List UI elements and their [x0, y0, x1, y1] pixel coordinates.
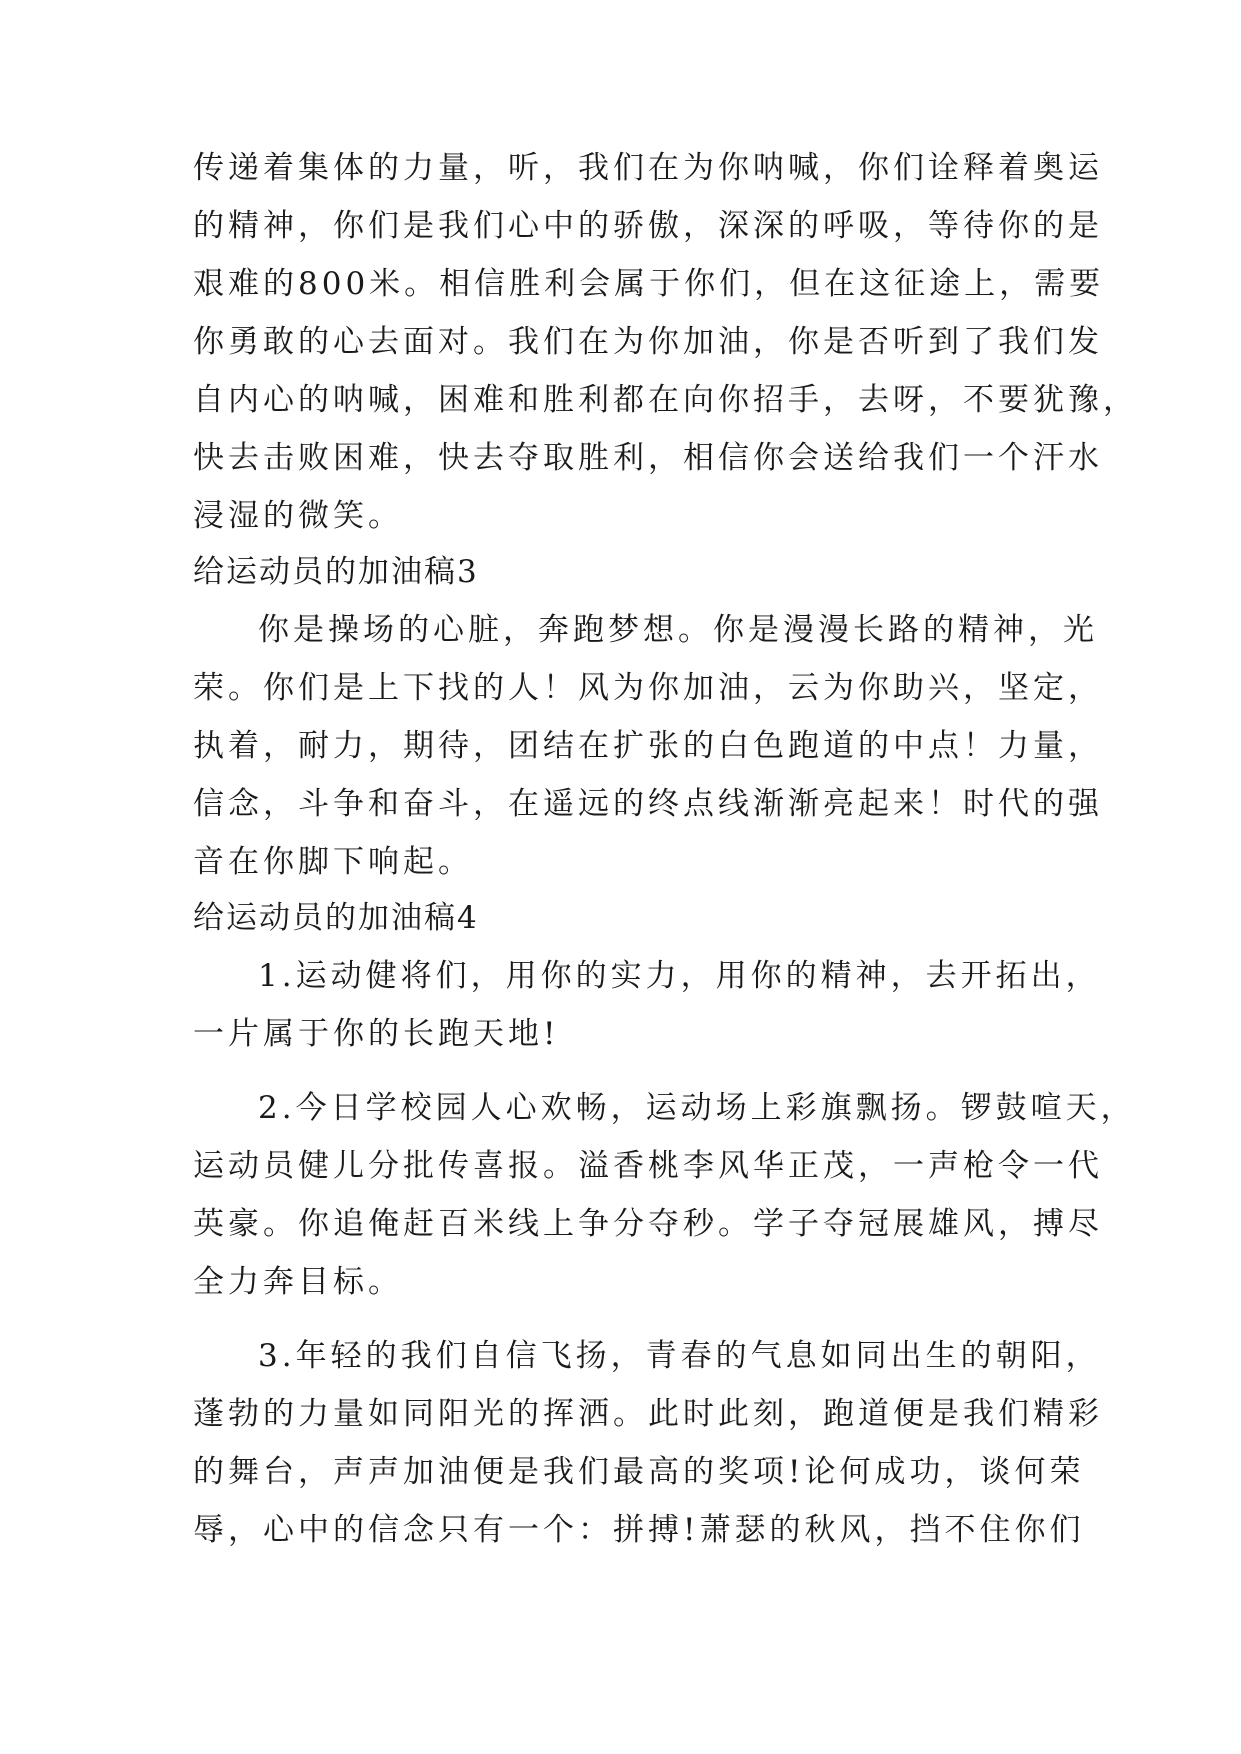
list-item-line: 的舞台，声声加油便是我们最高的奖项!论何成功，谈何荣	[193, 1454, 1085, 1490]
paragraph-line: 传递着集体的力量，听，我们在为你呐喊，你们诠释着奥运	[193, 150, 1103, 186]
list-item-line: 英豪。你追俺赶百米线上争分夺秒。学子夺冠展雄风，搏尽	[193, 1206, 1103, 1242]
paragraph-line: 快去击败困难，快去夺取胜利，相信你会送给我们一个汗水	[193, 440, 1103, 476]
list-item-line: 2.今日学校园人心欢畅，运动场上彩旗飘扬。锣鼓喧天，	[258, 1090, 1136, 1126]
list-item-line: 蓬勃的力量如同阳光的挥洒。此时此刻，跑道便是我们精彩	[193, 1396, 1103, 1432]
list-item-line: 辱，心中的信念只有一个：拼搏!萧瑟的秋风，挡不住你们	[193, 1512, 1085, 1548]
paragraph-line: 音在你脚下响起。	[193, 844, 473, 880]
paragraph-line: 荣。你们是上下找的人！风为你加油，云为你助兴，坚定，	[193, 670, 1103, 706]
paragraph-line: 你是操场的心脏，奔跑梦想。你是漫漫长路的精神，光	[258, 612, 1098, 648]
paragraph-line: 执着，耐力，期待，团结在扩张的白色跑道的中点！力量，	[193, 728, 1103, 764]
list-item-line: 一片属于你的长跑天地!	[193, 1016, 560, 1052]
paragraph-line: 自内心的呐喊，困难和胜利都在向你招手，去呀，不要犹豫，	[193, 382, 1138, 418]
paragraph-line: 的精神，你们是我们心中的骄傲，深深的呼吸，等待你的是	[193, 208, 1103, 244]
list-item-line: 3.年轻的我们自信飞扬，青春的气息如同出生的朝阳，	[258, 1338, 1101, 1374]
list-item-line: 运动员健儿分批传喜报。溢香桃李风华正茂，一声枪令一代	[193, 1148, 1103, 1184]
list-item-line: 全力奔目标。	[193, 1264, 403, 1300]
paragraph-line: 你勇敢的心去面对。我们在为你加油，你是否听到了我们发	[193, 324, 1103, 360]
paragraph-line: 信念，斗争和奋斗，在遥远的终点线渐渐亮起来！时代的强	[193, 786, 1103, 822]
section-heading: 给运动员的加油稿4	[193, 900, 479, 936]
list-item-line: 1.运动健将们，用你的实力，用你的精神，去开拓出，	[258, 958, 1101, 994]
paragraph-line: 浸湿的微笑。	[193, 498, 403, 534]
paragraph-line: 艰难的800米。相信胜利会属于你们，但在这征途上，需要	[193, 266, 1105, 302]
section-heading: 给运动员的加油稿3	[193, 554, 479, 590]
